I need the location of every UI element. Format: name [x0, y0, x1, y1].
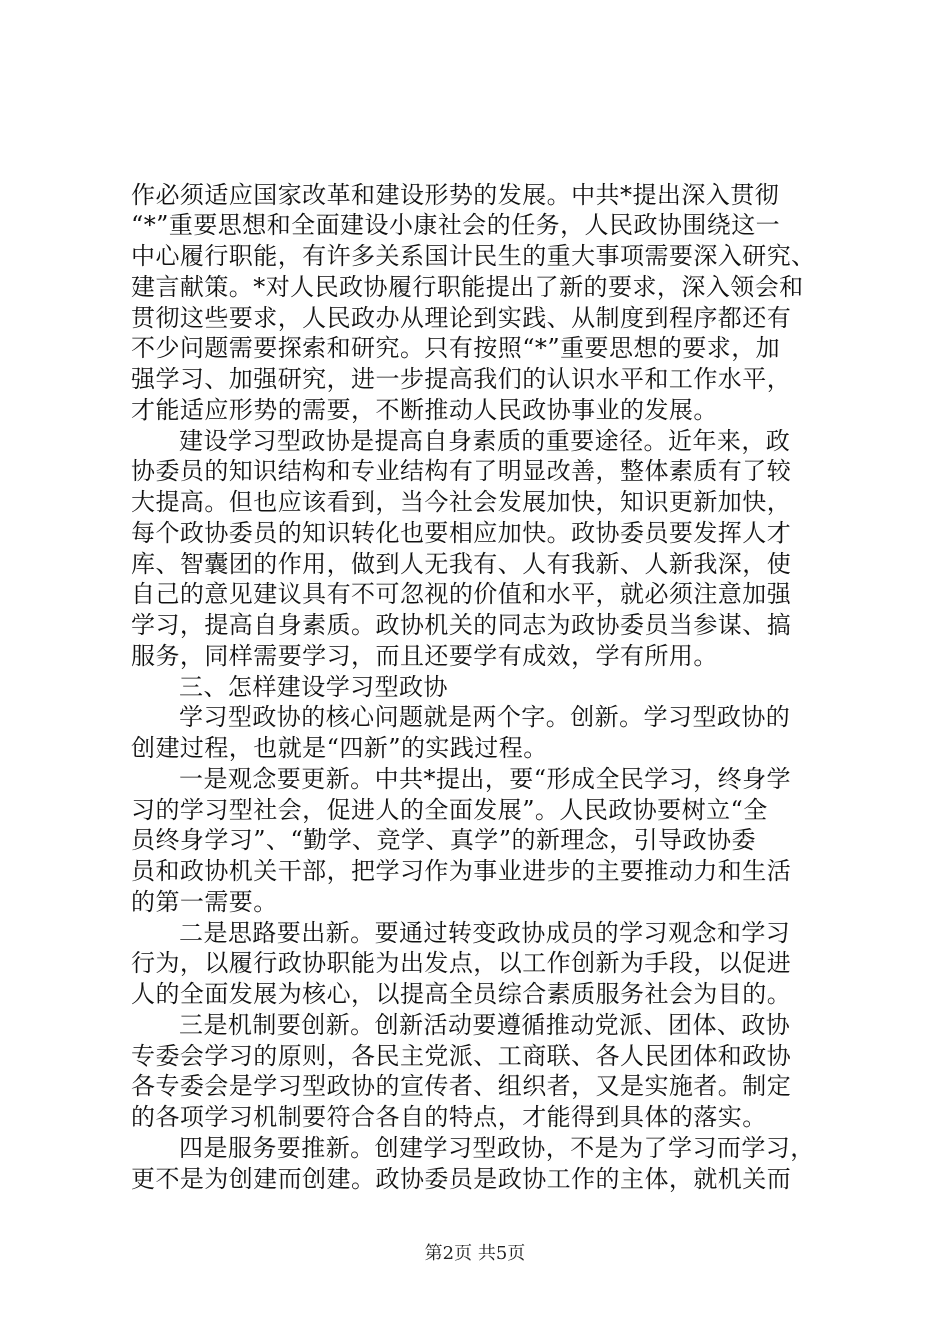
- text-line: 每个政协委员的知识转化也要相应加快。政协委员要发挥人才: [131, 519, 792, 547]
- text-line: 自己的意见建议具有不可忽视的价值和水平，就必须注意加强: [131, 580, 792, 608]
- text-line: 建言献策。*对人民政协履行职能提出了新的要求，深入领会和: [131, 273, 804, 301]
- text-line: 习的学习型社会，促进人的全面发展”。人民政协要树立“全: [131, 796, 768, 824]
- text-line: 协委员的知识结构和专业结构有了明显改善，整体素质有了较: [131, 457, 792, 485]
- text-line: 库、智囊团的作用，做到人无我有、人有我新、人新我深，使: [131, 550, 792, 578]
- paragraph-start-line: 一是观念要更新。中共*提出，要“形成全民学习，终身学: [179, 765, 791, 793]
- text-line: 的第一需要。: [131, 888, 278, 916]
- text-line: 员和政协机关干部，把学习作为事业进步的主要推动力和生活: [131, 857, 792, 885]
- paragraph-start-line: 三是机制要创新。创新活动要遵循推动党派、团体、政协: [179, 1011, 791, 1039]
- text-line: 不少问题需要探索和研究。只有按照“*”重要思想的要求，加: [131, 334, 781, 362]
- paragraph-start-line: 学习型政协的核心问题就是两个字。创新。学习型政协的: [179, 703, 791, 731]
- text-line: 各专委会是学习型政协的宣传者、组织者，又是实施者。制定: [131, 1072, 792, 1100]
- text-line: 员终身学习”、“勤学、竞学、真学”的新理念，引导政协委: [131, 826, 756, 854]
- text-line: 创建过程，也就是“四新”的实践过程。: [131, 734, 548, 762]
- text-line: 专委会学习的原则，各民主党派、工商联、各人民团体和政协: [131, 1042, 792, 1070]
- paragraph-start-line: 二是思路要出新。要通过转变政协成员的学习观念和学习: [179, 919, 791, 947]
- text-line: 的各项学习机制要符合各自的特点，才能得到具体的落实。: [131, 1103, 767, 1131]
- text-line: 才能适应形势的需要，不断推动人民政协事业的发展。: [131, 396, 718, 424]
- section-heading: 三、怎样建设学习型政协: [179, 673, 448, 701]
- page-number-footer: 第2页 共5页: [424, 1243, 526, 1264]
- text-line: 人的全面发展为核心，以提高全员综合素质服务社会为目的。: [131, 980, 792, 1008]
- paragraph-start-line: 建设学习型政协是提高自身素质的重要途径。近年来，政: [179, 427, 791, 455]
- text-line: 服务，同样需要学习，而且还要学有成效，学有所用。: [131, 642, 718, 670]
- text-line: “*”重要思想和全面建设小康社会的任务，人民政协围绕这一: [131, 211, 781, 239]
- text-line: 更不是为创建而创建。政协委员是政协工作的主体，就机关而: [131, 1165, 792, 1193]
- text-line: 大提高。但也应该看到，当今社会发展加快，知识更新加快，: [131, 488, 792, 516]
- text-line: 行为，以履行政协职能为出发点，以工作创新为手段，以促进: [131, 949, 792, 977]
- paragraph-start-line: 四是服务要推新。创建学习型政协，不是为了学习而学习，: [179, 1134, 815, 1162]
- text-line: 学习，提高自身素质。政协机关的同志为政协委员当参谋、搞: [131, 611, 792, 639]
- text-line: 中心履行职能，有许多关系国计民生的重大事项需要深入研究、: [131, 242, 816, 270]
- text-line: 贯彻这些要求，人民政办从理论到实践、从制度到程序都还有: [131, 304, 792, 332]
- text-line: 强学习、加强研究，进一步提高我们的认识水平和工作水平，: [131, 365, 792, 393]
- text-line: 作必须适应国家改革和建设形势的发展。中共*提出深入贯彻: [131, 181, 780, 209]
